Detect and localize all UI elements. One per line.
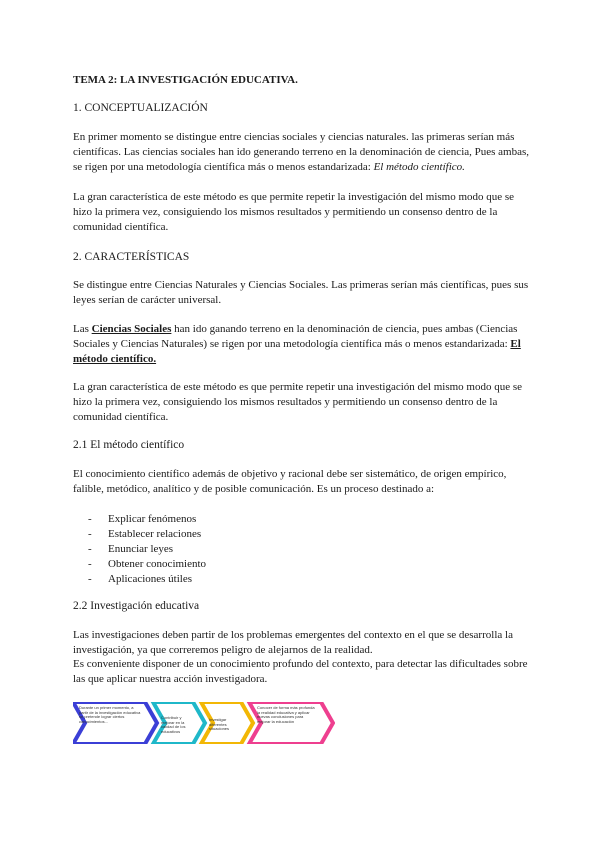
bullet-list	[88, 512, 206, 587]
section-2-heading: 2. CARACTERÍSTICAS	[73, 251, 190, 263]
section-2-1-heading: 2.1 El método científico	[73, 439, 185, 451]
section-1-paragraph-2: La gran característica de este método es que permite repetir la investigación del mismo modo que se hizo la primera vez, consiguiendo los mismos resultados y permitiendo un consenso dentro de la comunidad científica.	[73, 191, 515, 233]
list-item: - Obtener conocimiento	[88, 557, 206, 572]
section-2-2-paragraph-1: Las investigaciones deben partir de los problemas emergentes del contexto en el que se desarrolla la investigación, ya que correremos peligro de alejarnos de la realidad.	[73, 629, 513, 656]
process-diagram	[73, 702, 335, 744]
diagram-step-3: Investigar diferentes situaciones	[209, 717, 230, 732]
section-2-2-heading: 2.2 Investigación educativa	[73, 600, 200, 612]
section-2-paragraph-1: Se distingue entre Ciencias Naturales y Ciencias Sociales. Las primeras serían más científicas, pues sus leyes serían de carácter universal.	[73, 279, 529, 306]
section-1-heading: 1. CONCEPTUALIZACIÓN	[73, 102, 208, 114]
diagram-step-4: Conocer de forma más profunda la realidad educativa y aplicar nuevas conclusiones para mejorar la educación	[257, 705, 315, 724]
text-run: En primer momento se distingue entre ciencias sociales y ciencias naturales. las primeras serían más científicas. Las ciencias sociales han ido generando terreno en la denominación de ciencia, Pues ambas, se rigen por una metodología científica más o menos estandarizada:	[73, 131, 530, 173]
bold-underline-run: Ciencias Sociales	[91, 323, 172, 335]
section-2-1-paragraph: El conocimiento científico además de objetivo y racional debe ser sistemático, de origen empírico, falible, metódico, analítico y de posible comunicación. Es un proceso destinado a:	[73, 468, 507, 495]
section-2-paragraph-3: La gran característica de este método es que permite repetir una investigación del mismo modo que se hizo la primera vez, consiguiendo los mismos resultados y permitiendo un consenso dentro de la comunidad científica.	[73, 381, 523, 423]
page-title: TEMA 2: LA INVESTIGACIÓN EDUCATIVA.	[73, 74, 298, 86]
list-item: - Establecer relaciones	[88, 527, 206, 542]
list-item: - Aplicaciones útiles	[88, 572, 206, 587]
italic-run: El método científico.	[373, 161, 465, 173]
diagram-step-1: Durante un primer momento, a partir de la investigación educativa se pretende lograr ciertos conocimientos...	[79, 705, 141, 724]
section-2-paragraph-2	[73, 322, 533, 367]
section-2-2-paragraph-2: Es conveniente disponer de un conocimiento profundo del contexto, para detectar las dificultades sobre las que aplicar nuestra acción investigadora.	[73, 658, 528, 685]
text-run: Las	[73, 323, 92, 335]
diagram-step-2: Contribuir y mejorar en la calidad de los educativos	[161, 715, 186, 734]
bold-underline-run: El método científico.	[73, 338, 521, 365]
list-item: - Enunciar leyes	[88, 542, 206, 557]
section-1-paragraph-1	[73, 130, 533, 175]
list-item: - Explicar fenómenos	[88, 512, 206, 527]
text-run: han ido ganando terreno en la denominación de ciencia, pues ambas (Ciencias Sociales y Ciencias Naturales) se rigen por una metodología científica más o menos estandarizada:	[73, 323, 518, 350]
